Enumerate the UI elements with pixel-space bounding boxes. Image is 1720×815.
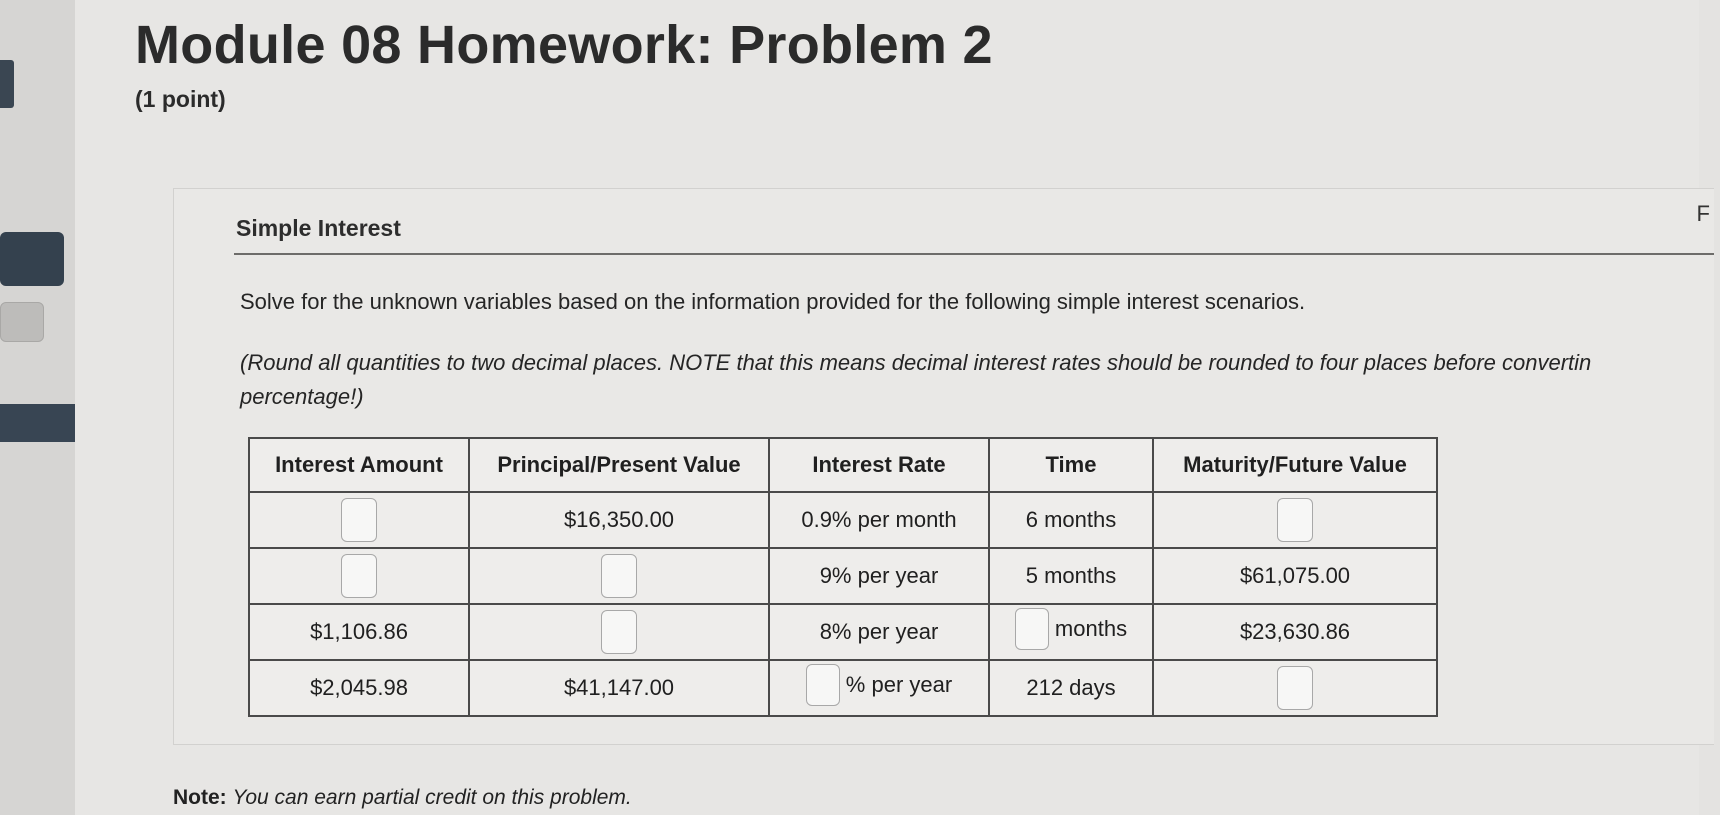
answer-input-interest-rate[interactable] — [806, 664, 840, 706]
cell-interest-rate — [769, 660, 989, 716]
cell-principal — [469, 548, 769, 604]
rate-unit-label: % per year — [845, 672, 953, 697]
table-header-row — [249, 438, 1437, 492]
instructions-text: Solve for the unknown variables based on the information provided for the following simple interest scenarios. — [240, 289, 1306, 314]
sidebar-nav-button-secondary[interactable] — [0, 302, 44, 342]
sidebar-nav-bar[interactable] — [0, 404, 75, 442]
cell-principal — [469, 604, 769, 660]
cell-principal: $16,350.00 — [469, 492, 769, 548]
cell-maturity: $61,075.00 — [1153, 548, 1437, 604]
cell-interest-amount: $1,106.86 — [249, 604, 469, 660]
answer-input-interest-amount[interactable] — [341, 554, 377, 598]
header-interest-rate: Interest Rate — [769, 438, 989, 492]
table-row — [249, 604, 1437, 660]
cell-time: 212 days — [989, 660, 1153, 716]
header-maturity: Maturity/Future Value — [1153, 438, 1437, 492]
side-letter: F — [1696, 201, 1710, 226]
points-label: (1 point) — [135, 86, 226, 112]
rounding-note-line-1: (Round all quantities to two decimal places. NOTE that this means decimal interest rates should be rounded to four places before convertin — [240, 350, 1592, 375]
header-time: Time — [989, 438, 1153, 492]
section-title: Simple Interest — [236, 215, 401, 241]
cell-maturity: $23,630.86 — [1153, 604, 1437, 660]
cell-principal: $41,147.00 — [469, 660, 769, 716]
cell-interest-rate: 0.9% per month — [769, 492, 989, 548]
cell-interest-rate: 9% per year — [769, 548, 989, 604]
cell-maturity — [1153, 492, 1437, 548]
sidebar-nav-button[interactable] — [0, 232, 64, 286]
cell-time: 5 months — [989, 548, 1153, 604]
left-sidebar — [0, 0, 76, 815]
answer-input-time[interactable] — [1015, 608, 1049, 650]
main-content — [75, 0, 1710, 815]
header-interest-amount: Interest Amount — [249, 438, 469, 492]
note-label: Note: — [173, 786, 227, 809]
table-row — [249, 492, 1437, 548]
answer-input-maturity[interactable] — [1277, 498, 1313, 542]
cell-interest-rate: 8% per year — [769, 604, 989, 660]
rounding-note — [240, 346, 1720, 414]
note-text: You can earn partial credit on this problem. — [232, 786, 632, 809]
cell-interest-amount — [249, 492, 469, 548]
cell-maturity — [1153, 660, 1437, 716]
section-divider — [234, 253, 1714, 255]
time-input-group — [1015, 608, 1127, 650]
cell-interest-amount — [249, 548, 469, 604]
table-row — [249, 660, 1437, 716]
sidebar-marker — [0, 60, 14, 108]
partial-credit-note — [173, 786, 632, 810]
simple-interest-table — [248, 437, 1438, 717]
answer-input-principal[interactable] — [601, 554, 637, 598]
cell-time: 6 months — [989, 492, 1153, 548]
header-principal: Principal/Present Value — [469, 438, 769, 492]
time-unit-label: months — [1054, 616, 1128, 641]
answer-input-principal[interactable] — [601, 610, 637, 654]
page-title: Module 08 Homework: Problem 2 — [135, 15, 993, 75]
cell-interest-amount: $2,045.98 — [249, 660, 469, 716]
answer-input-interest-amount[interactable] — [341, 498, 377, 542]
table-row — [249, 548, 1437, 604]
rate-input-group — [806, 664, 952, 706]
rounding-note-line-2: percentage!) — [240, 384, 364, 409]
problem-panel — [173, 188, 1714, 745]
cell-time — [989, 604, 1153, 660]
answer-input-maturity[interactable] — [1277, 666, 1313, 710]
